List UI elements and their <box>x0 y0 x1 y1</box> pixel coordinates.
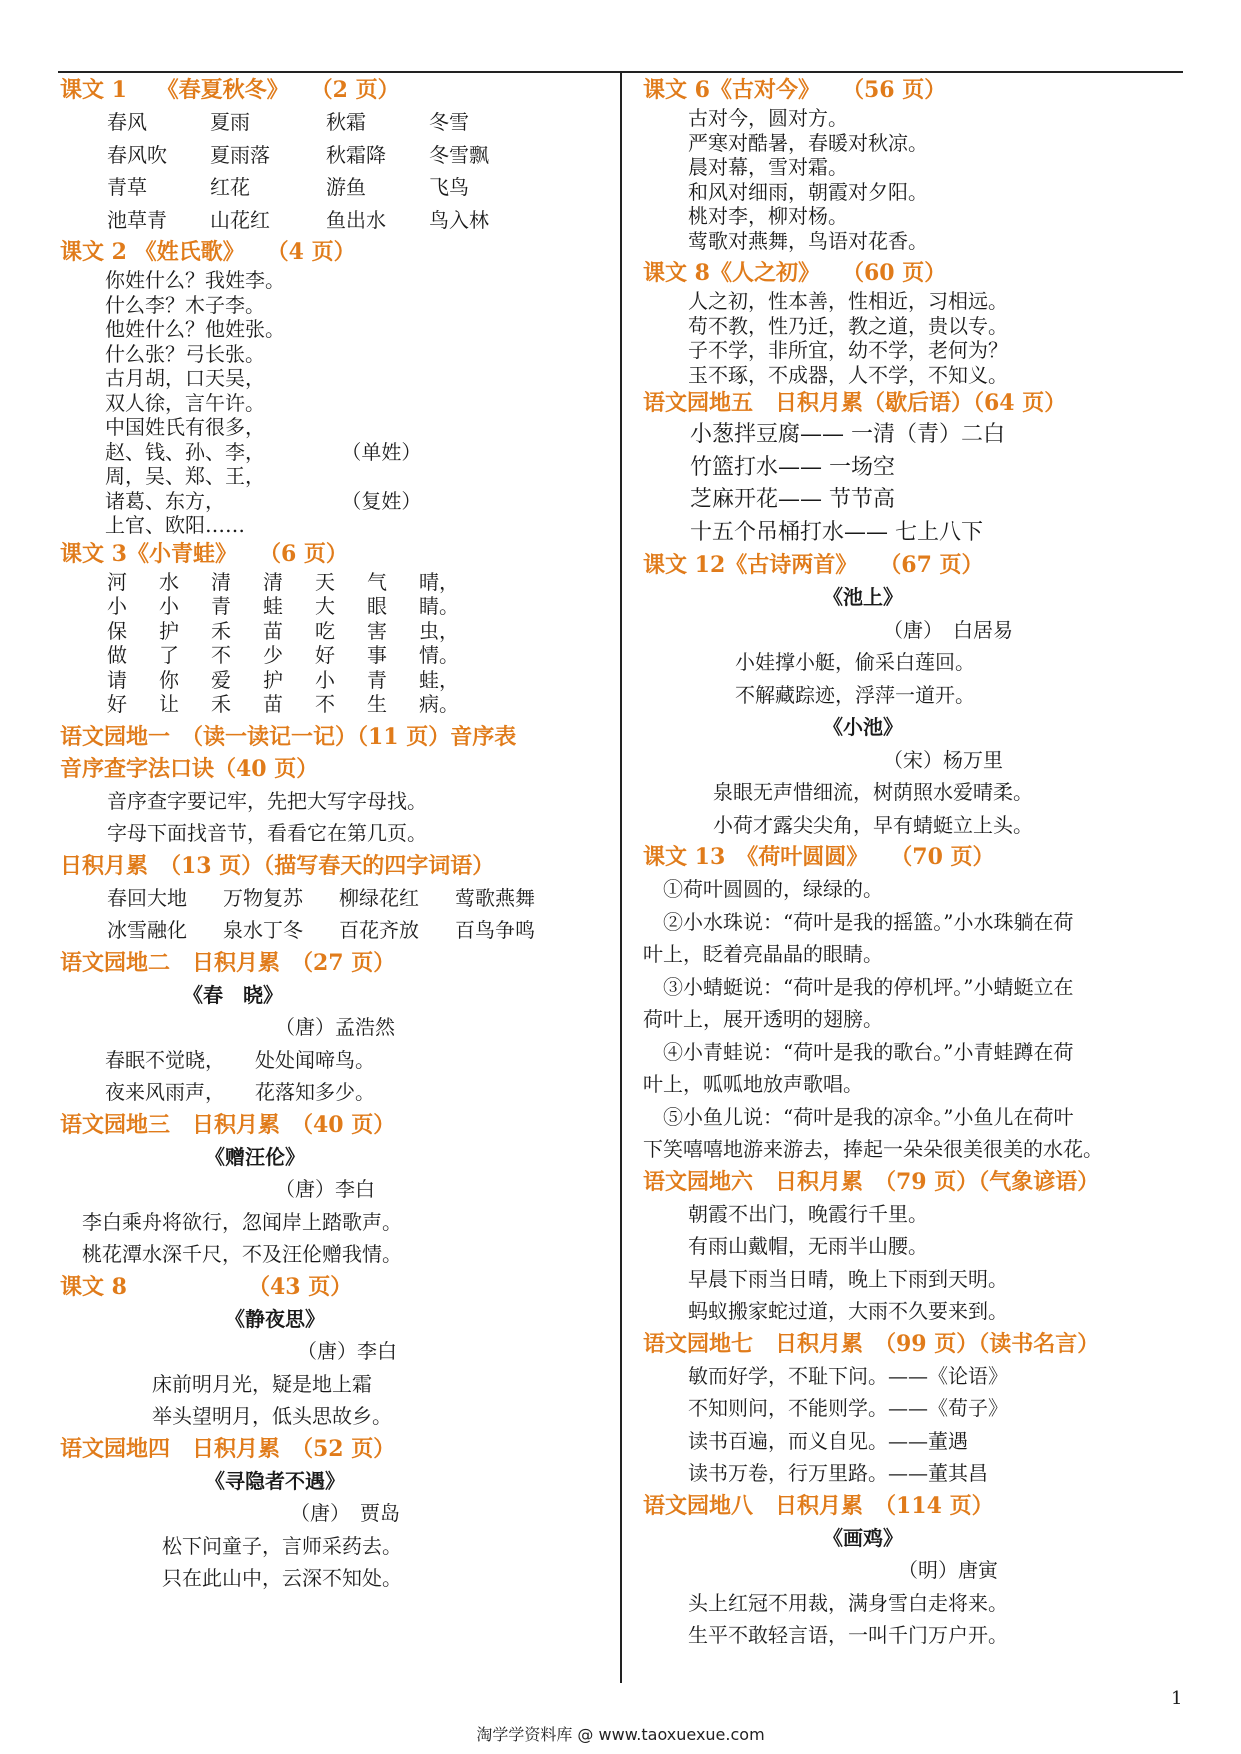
heading-spring-idioms: 日积月累 （13 页）（描写春天的四字词语） <box>60 852 495 879</box>
word-cell: 夏雨落 <box>210 142 270 167</box>
char-cell: 小 <box>159 594 179 618</box>
word-cell: 春风 <box>107 110 147 134</box>
char-cell: 请 <box>107 667 127 692</box>
char-cell: 吃 <box>315 618 335 643</box>
idiom-cell: 泉水丁冬 <box>223 918 303 942</box>
poem-title-xunyinzhe: 《寻隐者不遇》 <box>205 1468 345 1493</box>
poem-author-jingyesi: （唐）李白 <box>297 1339 397 1363</box>
char-cell: 了 <box>159 643 179 667</box>
char-cell: 禾 <box>211 692 231 716</box>
word-cell: 春风吹 <box>107 142 167 167</box>
heading-lesson-8-left: 课文 8 （43 页） <box>60 1273 353 1300</box>
poem-lines-huaji: 头上红冠不用裁，满身雪白走将来。 生平不敢轻言语，一叫千门万户开。 <box>688 1590 1008 1647</box>
heading-garden-6: 语文园地六 日积月累 （79 页）（气象谚语） <box>643 1168 1100 1195</box>
idiom-cell: 冰雪融化 <box>107 918 187 942</box>
poem-title-jingyesi: 《静夜思》 <box>225 1306 325 1331</box>
word-cell: 鱼出水 <box>326 207 386 232</box>
word-cell: 山花红 <box>210 207 270 232</box>
char-cell: 河 <box>107 569 127 594</box>
spring-idioms-grid <box>60 882 615 947</box>
char-cell: 清 <box>211 569 231 594</box>
footer-watermark: 淘学学资料库 @ www.taoxuexue.com <box>476 1725 765 1744</box>
char-cell: 护 <box>159 618 179 643</box>
column-divider <box>620 71 622 1683</box>
heading-garden-3: 语文园地三 日积月累 （40 页） <box>60 1111 396 1138</box>
poem-author-xunyinzhe: （唐） 贾岛 <box>290 1501 400 1525</box>
heading-garden-8: 语文园地八 日积月累 （114 页） <box>643 1492 994 1519</box>
poem-author-huaji: （明）唐寅 <box>898 1558 998 1582</box>
word-cell: 红花 <box>210 175 250 199</box>
idiom-cell: 柳绿花红 <box>339 885 419 910</box>
char-cell: 水 <box>159 569 179 594</box>
char-cell: 天 <box>315 569 335 594</box>
char-cell: 气 <box>367 569 387 594</box>
xiehouyu-text: 小葱拌豆腐—— 一清（青）二白 竹篮打水—— 一场空 芝麻开花—— 节节高 十五个吊桶打水—— 七上八下 <box>690 422 1005 545</box>
heading-lesson-1: 课文 1 《春夏秋冬》 （2 页） <box>60 77 400 103</box>
char-cell: 好 <box>107 692 127 716</box>
poem-lines-chunxiao: 春眠不觉晓， 处处闻啼鸟。 夜来风雨声， 花落知多少。 <box>105 1047 375 1104</box>
char-cell: 蛙， <box>419 667 459 692</box>
char-cell: 生 <box>367 692 387 716</box>
char-cell: 晴， <box>419 569 459 594</box>
heading-garden-5: 语文园地五 日积月累（歇后语）（64 页） <box>643 390 1067 416</box>
char-cell: 让 <box>159 692 179 716</box>
heading-lesson-3: 课文 3《小青蛙》 （6 页） <box>60 540 348 567</box>
word-cell: 飞鸟 <box>429 175 469 199</box>
surname-song-text: 你姓什么？我姓李。 什么李？木子李。 他姓什么？他姓张。 什么张？弓长张。 古月胡，口天吴， 双人徐，言午许。 中国姓氏有很多， 赵、钱、孙、李， （单姓） 周，吴、郑、王， 诸葛、东方， （复姓） 上官、欧阳…… <box>105 268 422 537</box>
poem-author-chishang: （唐） 白居易 <box>883 617 1013 642</box>
word-cell: 夏雨 <box>210 110 250 134</box>
word-cell: 池草青 <box>107 207 167 232</box>
char-cell: 小 <box>315 667 335 692</box>
reading-quotes-text: 敏而好学，不耻下问。——《论语》 不知则问，不能则学。——《荀子》 读书百遍，而义自见。——董遇 读书万卷，行万里路。——董其昌 <box>688 1363 1008 1485</box>
index-rhyme-text: 音序查字要记牢，先把大写字母找。 字母下面找音节，看看它在第几页。 <box>107 788 427 845</box>
idiom-cell: 百鸟争鸣 <box>455 918 535 942</box>
heading-lesson-13: 课文 13 《荷叶圆圆》 （70 页） <box>643 844 995 870</box>
word-cell: 秋霜 <box>326 110 366 134</box>
gu-dui-jin-text: 古对今，圆对方。 严寒对酷暑，春暖对秋凉。 晨对幕，雪对霜。 和风对细雨，朝霞对夕阳。 桃对李，柳对杨。 莺歌对燕舞，鸟语对花香。 <box>688 106 928 253</box>
char-cell: 事 <box>367 643 387 667</box>
char-cell: 护 <box>263 667 283 692</box>
heading-garden-2: 语文园地二 日积月累 （27 页） <box>60 949 396 976</box>
poem-title-huaji: 《画鸡》 <box>823 1525 903 1550</box>
word-cell: 鸟入林 <box>429 207 489 232</box>
word-cell: 秋霜降 <box>326 142 386 167</box>
heye-yuanyuan-text: ①荷叶圆圆的，绿绿的。 ②小水珠说：“荷叶是我的摇篮。”小水珠躺在荷 叶上，眨着亮晶晶的眼睛。 ③小蜻蜓说：“荷叶是我的停机坪。”小蜻蜓立在 荷叶上，展开透明的翅膀。 ④小青蛙说：“荷叶是我的歌台。”小青蛙蹲在荷 叶上，呱呱地放声歌唱。 ⑤小鱼儿说：“荷叶是我的凉伞。”小鱼儿在荷叶 下笑嘻嘻地游来游去，捧起一朵朵很美很美的水花。 <box>643 877 1103 1161</box>
char-cell: 小 <box>107 594 127 618</box>
poem-author-xiaochi: （宋）杨万里 <box>883 747 1003 772</box>
char-cell: 情。 <box>419 643 459 667</box>
char-cell: 爱 <box>211 667 231 692</box>
heading-garden-1: 语文园地一 （读一读记一记）（11 页）音序表 <box>60 723 517 750</box>
poem-lines-xiaochi: 泉眼无声惜细流，树荫照水爱晴柔。 小荷才露尖尖角，早有蜻蜓立上头。 <box>713 780 1033 837</box>
heading-lesson-8-right: 课文 8《人之初》 （60 页） <box>643 260 947 286</box>
char-cell: 清 <box>263 569 283 594</box>
char-cell: 好 <box>315 643 335 667</box>
poem-lines-xunyinzhe: 松下问童子，言师采药去。 只在此山中，云深不知处。 <box>162 1533 402 1590</box>
char-cell: 你 <box>159 667 179 692</box>
idiom-cell: 莺歌燕舞 <box>455 885 535 910</box>
heading-lesson-6: 课文 6《古对今》 （56 页） <box>643 77 947 103</box>
char-cell: 蛙 <box>263 594 283 618</box>
char-cell: 虫， <box>419 618 459 643</box>
word-grid-seasons <box>60 106 615 236</box>
heading-garden-7: 语文园地七 日积月累 （99 页）（读书名言） <box>643 1330 1100 1357</box>
poem-title-chishang: 《池上》 <box>823 585 903 609</box>
heading-lesson-2: 课文 2 《姓氏歌》 （4 页） <box>60 239 356 265</box>
word-cell: 冬雪 <box>429 110 469 134</box>
poem-lines-chishang: 小娃撑小艇，偷采白莲回。 不解藏踪迹，浮萍一道开。 <box>735 650 975 707</box>
idiom-cell: 万物复苏 <box>223 885 303 910</box>
heading-garden-4: 语文园地四 日积月累 （52 页） <box>60 1435 396 1462</box>
char-cell: 害 <box>367 618 387 643</box>
page-number: 1 <box>1171 1688 1183 1709</box>
poem-lines-jingyesi: 床前明月光，疑是地上霜 举头望明月，低头思故乡。 <box>152 1371 392 1428</box>
char-cell: 苗 <box>263 692 283 716</box>
char-cell: 睛。 <box>419 594 459 618</box>
char-cell: 不 <box>211 643 231 667</box>
char-cell: 不 <box>315 692 335 716</box>
word-cell: 游鱼 <box>326 175 366 199</box>
char-cell: 苗 <box>263 618 283 643</box>
char-cell: 保 <box>107 618 127 643</box>
poem-title-chunxiao: 《春 晓》 <box>183 982 283 1007</box>
weather-proverbs-text: 朝霞不出门，晚霞行千里。 有雨山戴帽，无雨半山腰。 早晨下雨当日晴，晚上下雨到天明。 蚂蚁搬家蛇过道，大雨不久要来到。 <box>688 1201 1008 1323</box>
word-cell: 青草 <box>107 175 147 199</box>
char-cell: 青 <box>211 594 231 618</box>
heading-lesson-12: 课文 12《古诗两首》 （67 页） <box>643 552 984 578</box>
poem-author-chunxiao: （唐）孟浩然 <box>275 1015 395 1039</box>
poem-title-xiaochi: 《小池》 <box>823 715 903 739</box>
poem-author-zengwanglun: （唐）李白 <box>275 1177 375 1201</box>
ren-zhi-chu-text: 人之初，性本善，性相近，习相远。 苟不教，性乃迁，教之道，贵以专。 子不学，非所宜，幼不学，老何为？ 玉不琢，不成器，人不学，不知义。 <box>688 289 1008 387</box>
poem-title-zengwanglun: 《赠汪伦》 <box>205 1144 305 1169</box>
idiom-cell: 春回大地 <box>107 885 187 910</box>
char-cell: 大 <box>315 594 335 618</box>
word-cell: 冬雪飘 <box>429 142 489 167</box>
char-cell: 青 <box>367 667 387 692</box>
char-cell: 禾 <box>211 618 231 643</box>
right-column <box>643 74 1188 1652</box>
char-cell: 少 <box>263 643 283 667</box>
left-column <box>60 74 615 1595</box>
idiom-cell: 百花齐放 <box>339 918 419 942</box>
char-cell: 病。 <box>419 692 459 716</box>
heading-index-rhyme: 音序查字法口诀（40 页） <box>60 755 319 782</box>
char-cell: 眼 <box>367 594 387 618</box>
poem-lines-zengwanglun: 李白乘舟将欲行，忽闻岸上踏歌声。 桃花潭水深千尺，不及汪伦赠我情。 <box>82 1209 402 1266</box>
char-cell: 做 <box>107 643 127 667</box>
little-frog-grid <box>60 570 615 717</box>
